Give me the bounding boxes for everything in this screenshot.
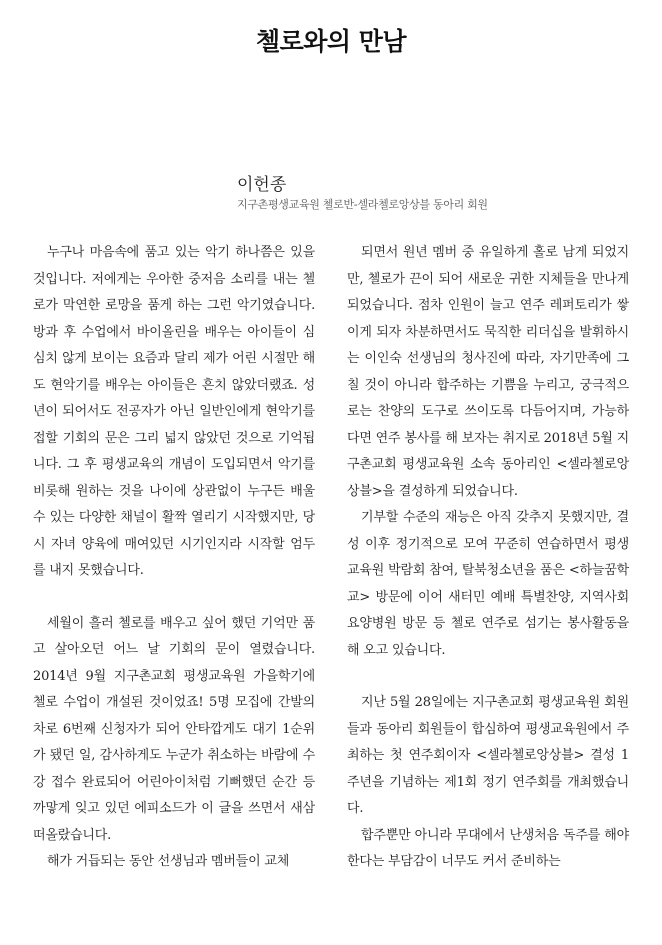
paragraph: 되면서 원년 멤버 중 유일하게 홀로 남게 되었지만, 첼로가 끈이 되어 새로운 귀한 지체들을 만나게 되었습니다. 점차 인원이 늘고 연주 레퍼토리가 쌓이게 되자 차분하면서도 묵직한 리더십을 발휘하시는 이인숙 선생님의 청사진에 따라, 자기만족에 그칠 것이 아니라 합주하는 기쁨을 누리고, 궁극적으로는 찬양의 도구로 쓰이도록 다듬어지며, 가능하다면 연주 봉사를 해 보자는 취지로 2018년 5월 지구촌교회 평생교육원 소속 동아리인 <셀라첼로앙상블>을 결성하게 되었습니다.: [347, 245, 629, 499]
paragraph: 지난 5월 28일에는 지구촌교회 평생교육원 회원들과 동아리 회원들이 합심하여 평생교육원에서 주최하는 첫 연주회이자 <셀라첼로앙상블> 결성 1주년을 기념하는 제1회 정기 연주회를 개최했습니다.: [347, 695, 629, 816]
paragraph: 세월이 흘러 첼로를 배우고 싶어 했던 기억만 품고 살아오던 어느 날 기회의 문이 열렸습니다. 2014년 9월 지구촌교회 평생교육원 가을학기에 첼로 수업이 개설된 것이었죠! 5명 모집에 간발의 차로 6번째 신청자가 되어 안타깝게도 대기 1순위가 됐던 일, 감사하게도 누군가 취소하는 바람에 수강 접수 완료되어 어린아이처럼 기뻐했던 순간 등 까맣게 잊고 있던 에피소드가 이 글을 쓰면서 새삼 떠올랐습니다.: [33, 615, 315, 843]
left-column: [33, 240, 315, 876]
paragraph: 기부할 수준의 재능은 아직 갖추지 못했지만, 결성 이후 정기적으로 모여 꾸준히 연습하면서 평생교육원 박람회 참여, 탈북청소년을 품은 <하늘꿈학교> 방문에 이어 새터민 예배 특별찬양, 지역사회 요양병원 방문 등 첼로 연주로 섬기는 봉사활동을 해 오고 있습니다.: [347, 510, 629, 658]
paragraph: 합주뿐만 아니라 무대에서 난생처음 독주를 해야 한다는 부담감이 너무도 커서 준비하는: [347, 827, 629, 869]
right-column: [347, 240, 629, 876]
author-name: 이헌종: [237, 175, 287, 195]
paragraph: 해가 거듭되는 동안 선생님과 멤버들이 교체: [47, 854, 290, 869]
paragraph: 누구나 마음속에 품고 있는 악기 하나쯤은 있을 것입니다. 저에게는 우아한 중저음 소리를 내는 첼로가 막연한 로망을 품게 하는 그런 악기였습니다. 방과 후 수업에서 바이올린을 배우는 아이들이 심심치 않게 보이는 요즘과 달리 제가 어린 시절만 해도 현악기를 배우는 아이들은 흔치 않았더랬죠. 성년이 되어서도 전공자가 아닌 일반인에게 현악기를 접할 기회의 문은 그리 넓지 않았던 것으로 기억됩니다. 그 후 평생교육의 개념이 도입되면서 악기를 비롯해 원하는 것을 나이에 상관없이 누구든 배울 수 있는 다양한 채널이 활짝 열리기 시작했지만, 당시 자녀 양육에 매여있던 시기인지라 시작할 엄두를 내지 못했습니다.: [33, 245, 315, 578]
author-affiliation: 지구촌평생교육원 첼로반-셀라첼로앙상블 동아리 회원: [237, 198, 488, 211]
article-title: 첼로와의 만남: [255, 27, 407, 56]
